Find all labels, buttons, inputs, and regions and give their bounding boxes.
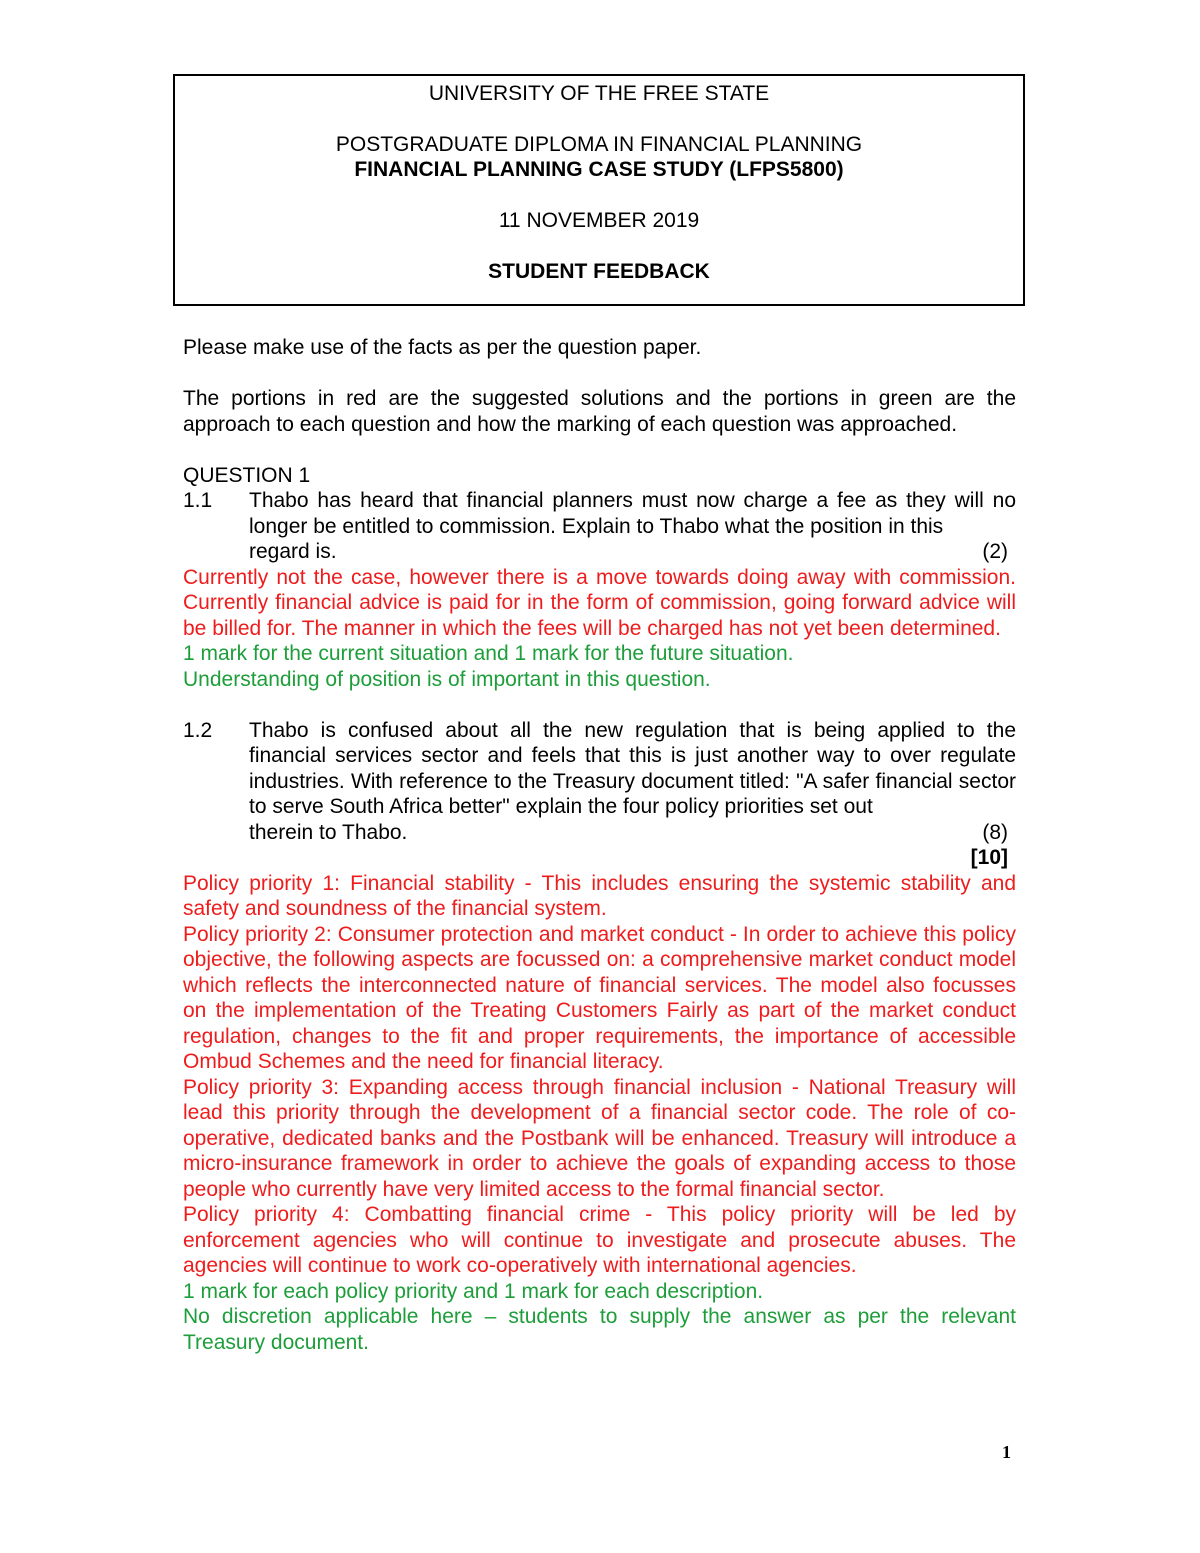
header-box: [173, 74, 1025, 306]
policy-priority-2: Policy priority 2: Consumer protection and market conduct - In order to achieve this policy objective, the following aspects are focussed on: a comprehensive market conduct model which reflects the interconnected nature of financial services. The model also focusses on the implementation of the Treating Customers Fairly as part of the market conduct regulation, changes to the fit and proper requirements, the importance of accessible Ombud Schemes and the need for financial literacy.: [183, 922, 1016, 1073]
question-text: Thabo has heard that financial planners must now charge a fee as they will no longer be entitled to commission. Explain to Thabo what the position in this: [249, 489, 1016, 538]
intro-line: Please make use of the facts as per the question paper.: [183, 336, 702, 359]
suggested-solution: Currently not the case, however there is a move towards doing away with commission. Currently financial advice is paid for in the form of commission, going forward advice will be billed for. The manner in which the fees will be charged has not yet been determined.: [183, 565, 1016, 640]
intro-legend: The portions in red are the suggested solutions and the portions in green are the approach to each question and how the marking of each question was approached.: [183, 387, 1016, 436]
question-total: [10]: [970, 846, 1008, 869]
question-text-end: regard is.: [249, 540, 337, 563]
document-body: [183, 335, 1016, 1355]
university-name: UNIVERSITY OF THE FREE STATE: [428, 82, 770, 105]
question-marks: (2): [982, 540, 1008, 563]
document-type: STUDENT FEEDBACK: [488, 260, 710, 283]
question-1-2: [183, 718, 1016, 846]
question-text: Thabo is confused about all the new regulation that is being applied to the financial services sector and feels that this is just another way to over regulate industries. With reference to the Treasury document titled: "A safer financial sector to serve South Africa better" explain the four policy priorities set out: [249, 718, 1016, 818]
marking-approach: Understanding of position is of important in this question.: [183, 667, 711, 691]
question-1-1: [183, 488, 1016, 565]
module-title: FINANCIAL PLANNING CASE STUDY (LFPS5800): [354, 158, 844, 181]
policy-priority-3: Policy priority 3: Expanding access through financial inclusion - National Treasury will lead this priority through the development of a financial sector code. The role of co-operative, dedicated banks and the Postbank will be enhanced. Treasury will introduce a micro-insurance framework in order to achieve the goals of expanding access to those people who currently have very limited access to the formal financial sector.: [183, 1075, 1016, 1201]
question-marks: (8): [982, 820, 1008, 844]
page-number: 1: [1002, 1442, 1011, 1462]
question-heading: QUESTION 1: [183, 463, 311, 487]
question-number: 1.2: [183, 718, 213, 742]
question-number: 1.1: [183, 489, 213, 512]
marking-approach: No discretion applicable here – students to supply the answer as per the relevant Treasury document.: [183, 1305, 1016, 1354]
policy-priority-1: Policy priority 1: Financial stability - This includes ensuring the systemic stability and safety and soundness of the financial system.: [183, 871, 1016, 920]
policy-priority-4: Policy priority 4: Combatting financial crime - This policy priority will be led by enforcement agencies who will continue to investigate and prosecute abuses. The agencies will continue to work co-operatively with international agencies.: [183, 1203, 1016, 1277]
programme-name: POSTGRADUATE DIPLOMA IN FINANCIAL PLANNING: [335, 133, 863, 156]
marking-approach: 1 mark for the current situation and 1 mark for the future situation.: [183, 642, 794, 665]
exam-date: 11 NOVEMBER 2019: [498, 209, 700, 232]
question-text-end: therein to Thabo.: [249, 820, 408, 844]
marking-approach: 1 mark for each policy priority and 1 mark for each description.: [183, 1279, 764, 1303]
